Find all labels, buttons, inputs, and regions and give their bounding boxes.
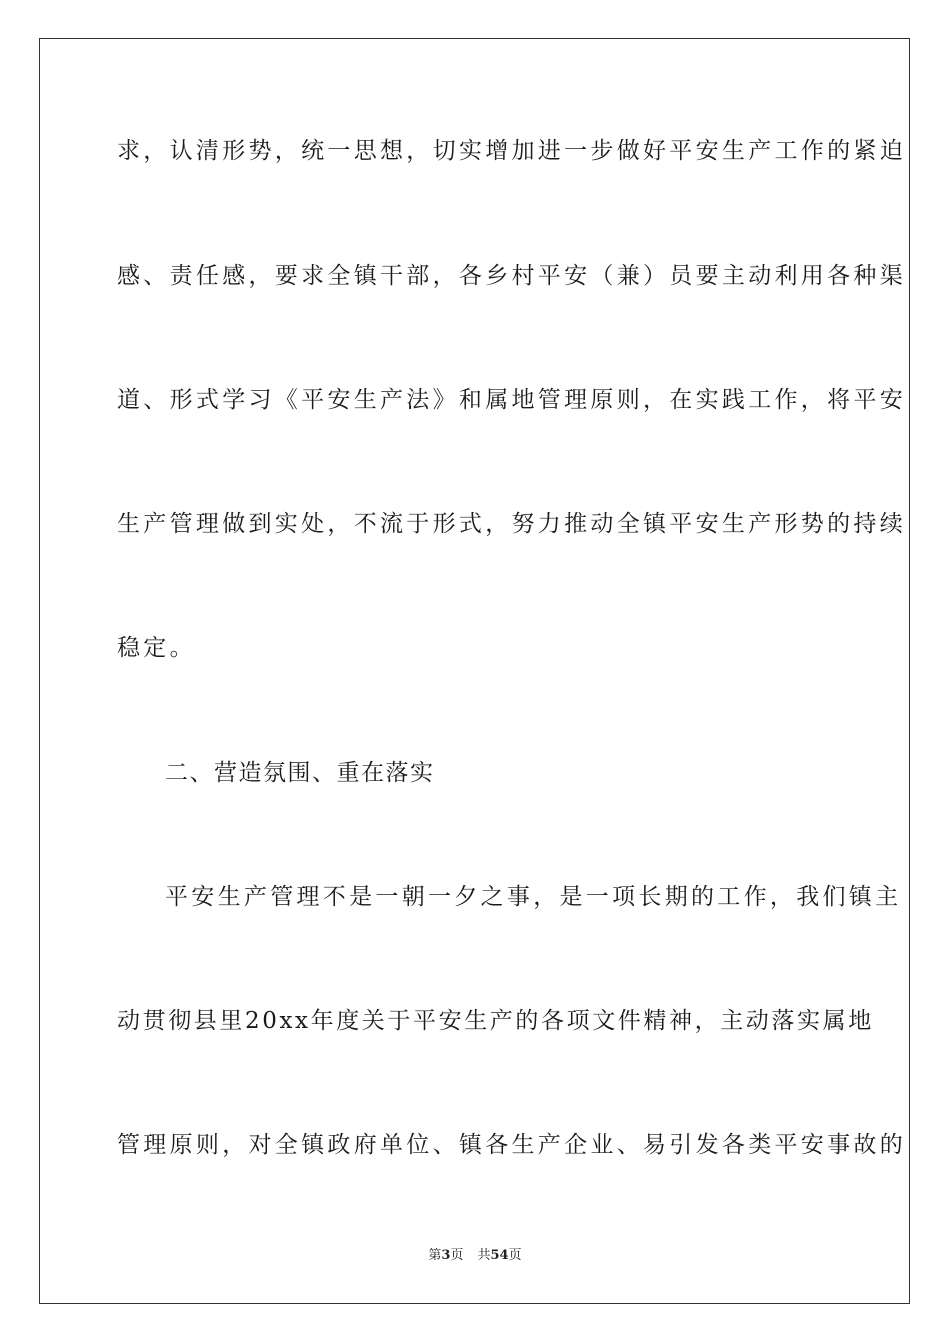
- total-page-number: 54: [490, 1248, 509, 1263]
- current-page-number: 3: [441, 1248, 451, 1263]
- body-text-line-2: 感、责任感，要求全镇干部，各乡村平安（兼）员要主动利用各种渠: [117, 263, 906, 289]
- page-border: [39, 38, 910, 1304]
- body-text-line-1: 求，认清形势，统一思想，切实增加进一步做好平安生产工作的紧迫: [117, 138, 906, 164]
- body-text-line-5: 稳定。: [117, 635, 196, 661]
- page-indicator: 第3页: [428, 1248, 464, 1263]
- section-heading: 二、营造氛围、重在落实: [165, 760, 435, 786]
- page-footer: [0, 1247, 950, 1265]
- body-text-line-9: 管理原则，对全镇政府单位、镇各生产企业、易引发各类平安事故的: [117, 1132, 906, 1158]
- body-text-line-8: 动贯彻县里20xx年度关于平安生产的各项文件精神，主动落实属地: [117, 1008, 874, 1034]
- total-pages-indicator: 共54页: [477, 1248, 522, 1263]
- body-text-line-4: 生产管理做到实处，不流于形式，努力推动全镇平安生产形势的持续: [117, 511, 906, 537]
- body-text-line-7: 平安生产管理不是一朝一夕之事，是一项长期的工作，我们镇主: [165, 884, 902, 910]
- body-text-line-3: 道、形式学习《平安生产法》和属地管理原则，在实践工作，将平安: [117, 387, 906, 413]
